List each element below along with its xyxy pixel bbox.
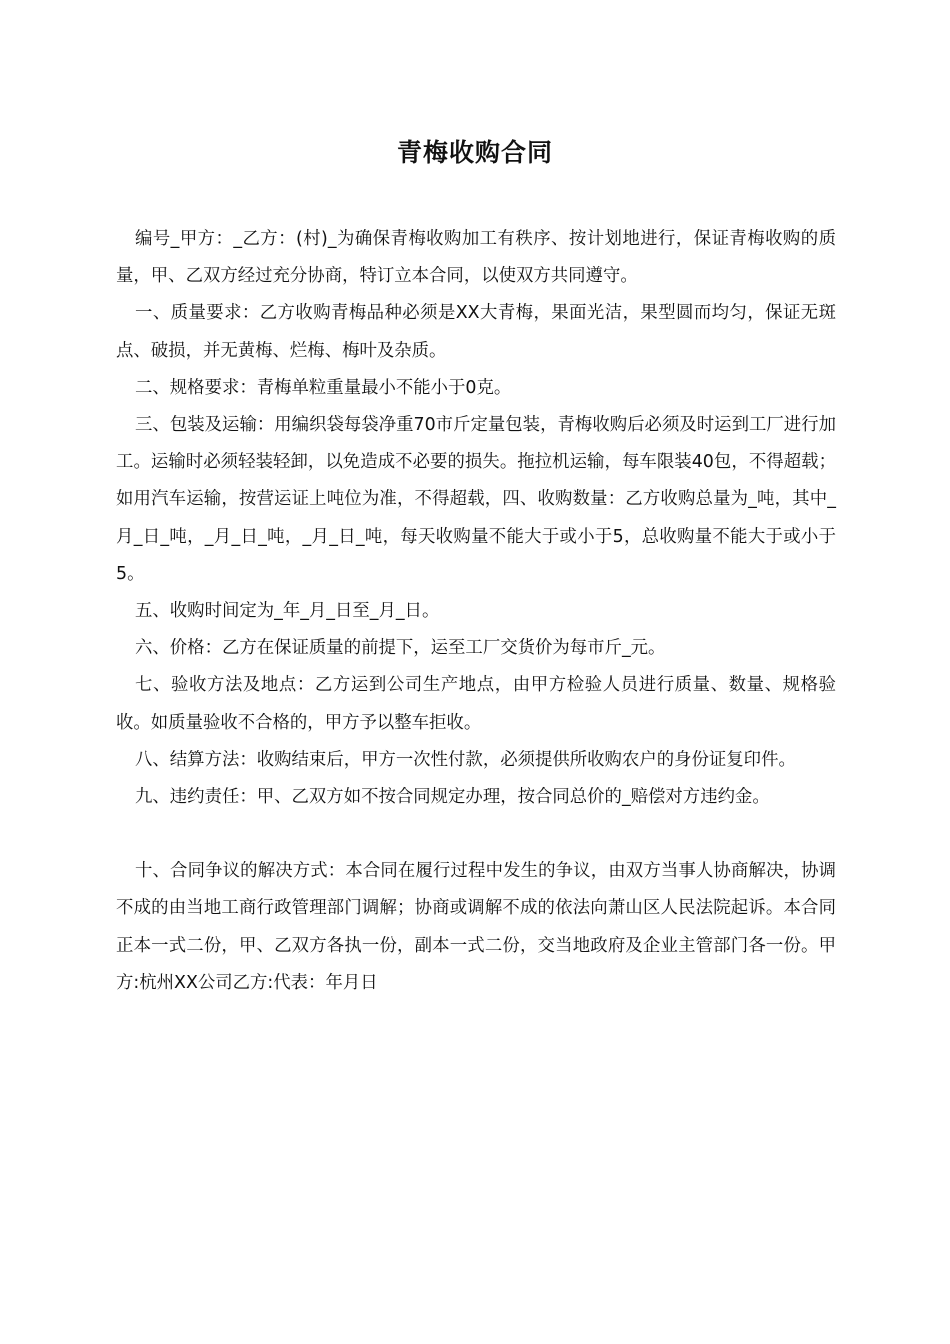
paragraph-dispute-resolution: 十、合同争议的解决方式：本合同在履行过程中发生的争议，由双方当事人协商解决，协调不成的由当地工商行政管理部门调解；协商或调解不成的依法向萧山区人民法院起诉。本合同正本一式二份，甲、乙双方各执一份，副本一式二份，交当地政府及企业主管部门各一份。甲方:杭州XX公司乙方:代表：年月日 <box>116 861 836 993</box>
document-title: 青梅收购合同 <box>396 138 553 167</box>
paragraph-breach-liability: 九、违约责任：甲、乙双方如不按合同规定办理，按合同总价的_赔偿对方违约金。 <box>135 787 770 808</box>
paragraph-spacer <box>116 816 836 853</box>
document-body <box>116 221 836 1002</box>
paragraph-settlement: 八、结算方法：收购结束后，甲方一次性付款，必须提供所收购农户的身份证复印件。 <box>135 749 796 770</box>
paragraph-price: 六、价格：乙方在保证质量的前提下，运至工厂交货价为每市斤_元。 <box>135 638 666 659</box>
paragraph-inspection: 七、验收方法及地点：乙方运到公司生产地点，由甲方检验人员进行质量、数量、规格验收。如质量验收不合格的，甲方予以整车拒收。 <box>116 675 836 733</box>
paragraph-specification-requirements: 二、规格要求：青梅单粒重量最小不能小于0克。 <box>135 377 512 398</box>
paragraph-quality-requirements: 一、质量要求：乙方收购青梅品种必须是XX大青梅，果面光洁，果型圆而均匀，保证无斑点、破损，并无黄梅、烂梅、梅叶及杂质。 <box>116 303 836 361</box>
paragraph-preamble: 编号_甲方：_乙方：(村)_为确保青梅收购加工有秩序、按计划地进行，保证青梅收购的质量，甲、乙双方经过充分协商，特订立本合同，以使双方共同遵守。 <box>116 229 836 287</box>
paragraph-purchase-period: 五、收购时间定为_年_月_日至_月_日。 <box>135 601 440 622</box>
paragraph-packaging-transport: 三、包装及运输：用编织袋每袋净重70市斤定量包装，青梅收购后必须及时运到工厂进行加工。运输时必须轻装轻卸，以免造成不必要的损失。拖拉机运输，每车限装40包，不得超载；如用汽车运输，按营运证上吨位为准，不得超载，四、收购数量：乙方收购总量为_吨，其中_月_日_吨，_月_日_吨，_月_日_吨，每天收购量不能大于或小于5，总收购量不能大于或小于5。 <box>116 415 836 584</box>
